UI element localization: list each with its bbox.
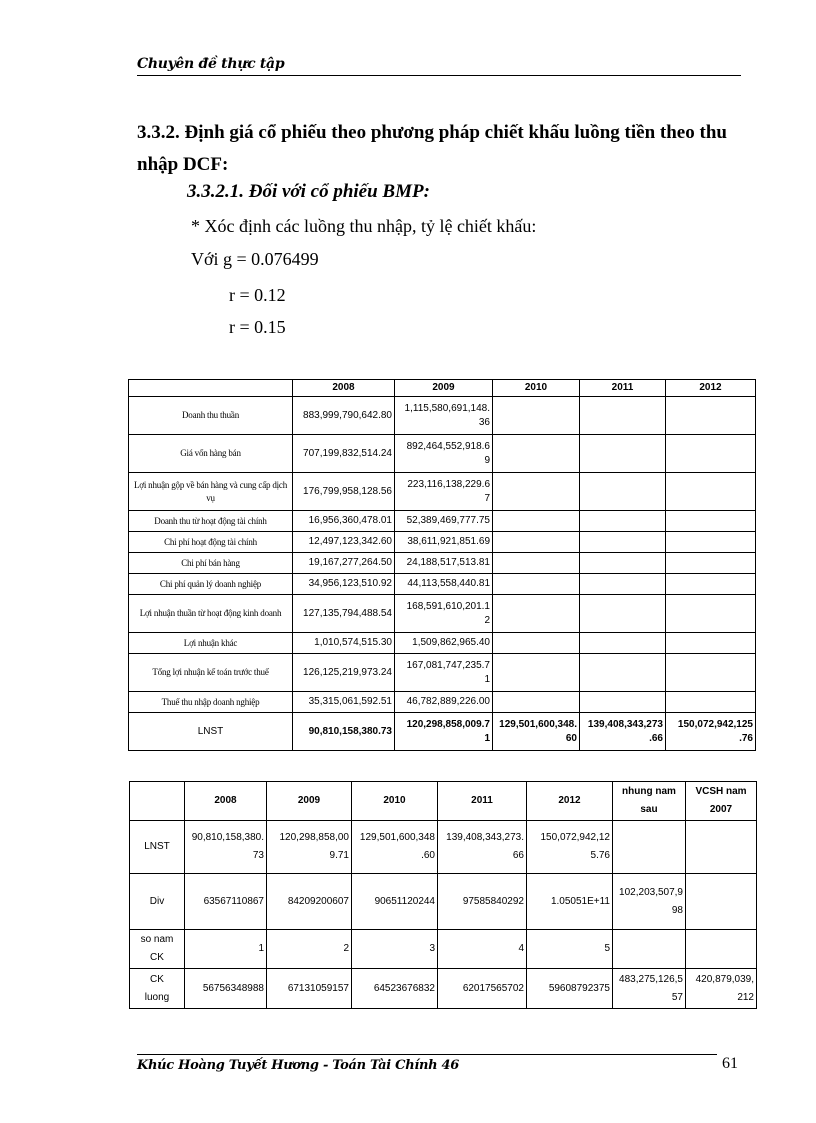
- header-cell: 2009: [267, 782, 352, 821]
- header-cell: 2011: [438, 782, 527, 821]
- table-cell: 102,203,507,9 98: [613, 874, 686, 930]
- header-cell: 2011: [580, 380, 666, 397]
- table-cell: [613, 821, 686, 874]
- table-cell: 3: [352, 930, 438, 969]
- table-cell: [493, 435, 580, 473]
- r1-value-line: r = 0.12: [229, 285, 286, 305]
- table-cell: 420,879,039, 212: [686, 969, 757, 1009]
- page-footer: [137, 1054, 717, 1075]
- table-cell: 5: [527, 930, 613, 969]
- table-cell: 59608792375: [527, 969, 613, 1009]
- table-cell: [666, 692, 756, 713]
- table-cell: 892,464,552,918.6 9: [395, 435, 493, 473]
- row-label: Chi phí hoạt động tài chính: [129, 532, 293, 553]
- header-cell: 2010: [493, 380, 580, 397]
- table-cell: [666, 553, 756, 574]
- table-cell: 127,135,794,488.54: [293, 595, 395, 633]
- row-label: Lợi nhuận gộp về bán hàng và cung cấp dịch vụ: [129, 473, 293, 511]
- table-row: [129, 654, 756, 692]
- header-cell: 2009: [395, 380, 493, 397]
- table-cell: 19,167,277,264.50: [293, 553, 395, 574]
- table-cell: 176,799,958,128.56: [293, 473, 395, 511]
- table-cell: [493, 553, 580, 574]
- table-cell: [666, 473, 756, 511]
- dcf-table-body: [130, 821, 757, 1009]
- r2-value-line: r = 0.15: [229, 317, 286, 337]
- table-cell: [580, 397, 666, 435]
- table-cell: [580, 532, 666, 553]
- row-label: Giá vốn hàng bán: [129, 435, 293, 473]
- row-label: Chi phí bán hàng: [129, 553, 293, 574]
- table-row: [129, 532, 756, 553]
- table-cell: 64523676832: [352, 969, 438, 1009]
- table-cell: [666, 633, 756, 654]
- table-row: [130, 969, 757, 1009]
- table-cell: [493, 654, 580, 692]
- row-label: Lợi nhuận thuần từ hoạt động kinh doanh: [129, 595, 293, 633]
- table-cell: 90,810,158,380. 73: [185, 821, 267, 874]
- table-row: [129, 511, 756, 532]
- table-cell: [493, 473, 580, 511]
- table-row: [130, 930, 757, 969]
- table-cell: 120,298,858,009.7 1: [395, 713, 493, 751]
- table-cell: 150,072,942,125 .76: [666, 713, 756, 751]
- table-cell: 46,782,889,226.00: [395, 692, 493, 713]
- table-cell: 120,298,858,00 9.71: [267, 821, 352, 874]
- table-cell: 38,611,921,851.69: [395, 532, 493, 553]
- footer-author: Khúc Hoàng Tuyết Hương - Toán Tài Chính 46: [137, 1058, 459, 1073]
- header-cell: 2008: [293, 380, 395, 397]
- table-cell: 483,275,126,5 57: [613, 969, 686, 1009]
- table-cell: [493, 574, 580, 595]
- table-row: [129, 633, 756, 654]
- header-cell: [129, 380, 293, 397]
- section-heading: 3.3.2. Định giá cổ phiếu theo phương pháp chiết khấu luồng tiền theo thu nhập DCF:: [137, 122, 727, 175]
- table-row: [130, 821, 757, 874]
- table-cell: 129,501,600,348 .60: [352, 821, 438, 874]
- table-cell: 150,072,942,12 5.76: [527, 821, 613, 874]
- row-label: Doanh thu thuần: [129, 397, 293, 435]
- header-cell: 2012: [666, 380, 756, 397]
- table-cell: [666, 435, 756, 473]
- table-cell: [580, 574, 666, 595]
- table-cell: [580, 553, 666, 574]
- table-cell: 4: [438, 930, 527, 969]
- table-cell: [493, 692, 580, 713]
- table-cell: 34,956,123,510.92: [293, 574, 395, 595]
- table-cell: 1,509,862,965.40: [395, 633, 493, 654]
- table-row: [129, 553, 756, 574]
- table-row: [129, 713, 756, 751]
- table-cell: [613, 930, 686, 969]
- table-row: [129, 435, 756, 473]
- table-cell: [666, 397, 756, 435]
- table-cell: 1: [185, 930, 267, 969]
- table-cell: 139,408,343,273 .66: [580, 713, 666, 751]
- table-cell: 883,999,790,642.80: [293, 397, 395, 435]
- row-label: CK luong: [130, 969, 185, 1009]
- income-table-body: [129, 397, 756, 751]
- table-row: [129, 473, 756, 511]
- table-cell: 223,116,138,229.6 7: [395, 473, 493, 511]
- table-cell: 62017565702: [438, 969, 527, 1009]
- table-cell: 139,408,343,273. 66: [438, 821, 527, 874]
- table-cell: [580, 595, 666, 633]
- dcf-table: [129, 781, 757, 1009]
- table-cell: [580, 473, 666, 511]
- table-cell: [580, 692, 666, 713]
- table-cell: 167,081,747,235.7 1: [395, 654, 493, 692]
- table-cell: 35,315,061,592.51: [293, 692, 395, 713]
- table-header-row: [129, 380, 756, 397]
- table-cell: 90651120244: [352, 874, 438, 930]
- table-row: [130, 874, 757, 930]
- table-cell: [493, 532, 580, 553]
- table-cell: 1.05051E+11: [527, 874, 613, 930]
- bullet-text: * Xóc định các luồng thu nhập, tỷ lệ chiết khấu:: [191, 216, 537, 236]
- header-title: Chuyên đề thực tập: [137, 56, 285, 72]
- subsection-heading: 3.3.2.1. Đối với cổ phiếu BMP:: [187, 181, 430, 202]
- table-cell: [580, 435, 666, 473]
- table-cell: [493, 511, 580, 532]
- table-cell: [493, 397, 580, 435]
- table-cell: 52,389,469,777.75: [395, 511, 493, 532]
- table-cell: [686, 930, 757, 969]
- table-cell: 24,188,517,513.81: [395, 553, 493, 574]
- header-cell: nhung nam sau: [613, 782, 686, 821]
- table-cell: 84209200607: [267, 874, 352, 930]
- row-label: Thuế thu nhập doanh nghiệp: [129, 692, 293, 713]
- header-cell: 2010: [352, 782, 438, 821]
- table-cell: 126,125,219,973.24: [293, 654, 395, 692]
- table-cell: [493, 633, 580, 654]
- table-cell: [666, 511, 756, 532]
- page-header: [137, 55, 741, 76]
- table-cell: [580, 511, 666, 532]
- row-label: Chi phí quản lý doanh nghiệp: [129, 574, 293, 595]
- row-label: Lợi nhuận khác: [129, 633, 293, 654]
- table-row: [129, 397, 756, 435]
- table-cell: 44,113,558,440.81: [395, 574, 493, 595]
- header-cell: VCSH nam 2007: [686, 782, 757, 821]
- row-label: Doanh thu từ hoạt động tài chính: [129, 511, 293, 532]
- header-cell: [130, 782, 185, 821]
- table-cell: [580, 633, 666, 654]
- row-label: Tổng lợi nhuận kế toán trước thuế: [129, 654, 293, 692]
- row-label: LNST: [129, 713, 293, 751]
- table-cell: [686, 874, 757, 930]
- table-row: [129, 574, 756, 595]
- table-cell: [686, 821, 757, 874]
- table-cell: [666, 574, 756, 595]
- table-cell: 1,010,574,515.30: [293, 633, 395, 654]
- table-cell: 12,497,123,342.60: [293, 532, 395, 553]
- table-cell: [493, 595, 580, 633]
- header-cell: 2008: [185, 782, 267, 821]
- g-value-line: Với g = 0.076499: [191, 249, 319, 269]
- table-cell: 1,115,580,691,148. 36: [395, 397, 493, 435]
- table-cell: [666, 654, 756, 692]
- table-cell: 56756348988: [185, 969, 267, 1009]
- table-cell: 90,810,158,380.73: [293, 713, 395, 751]
- table-cell: 16,956,360,478.01: [293, 511, 395, 532]
- row-label: Div: [130, 874, 185, 930]
- table-header-row: [130, 782, 757, 821]
- row-label: so nam CK: [130, 930, 185, 969]
- page-number: 61: [722, 1055, 738, 1072]
- table-cell: [666, 595, 756, 633]
- income-statement-table: [128, 379, 756, 751]
- table-cell: 2: [267, 930, 352, 969]
- table-cell: 168,591,610,201.1 2: [395, 595, 493, 633]
- table-cell: 67131059157: [267, 969, 352, 1009]
- header-cell: 2012: [527, 782, 613, 821]
- table-cell: 97585840292: [438, 874, 527, 930]
- table-cell: [580, 654, 666, 692]
- table-cell: [666, 532, 756, 553]
- row-label: LNST: [130, 821, 185, 874]
- table-cell: 63567110867: [185, 874, 267, 930]
- table-row: [129, 595, 756, 633]
- table-cell: 129,501,600,348. 60: [493, 713, 580, 751]
- table-cell: 707,199,832,514.24: [293, 435, 395, 473]
- table-row: [129, 692, 756, 713]
